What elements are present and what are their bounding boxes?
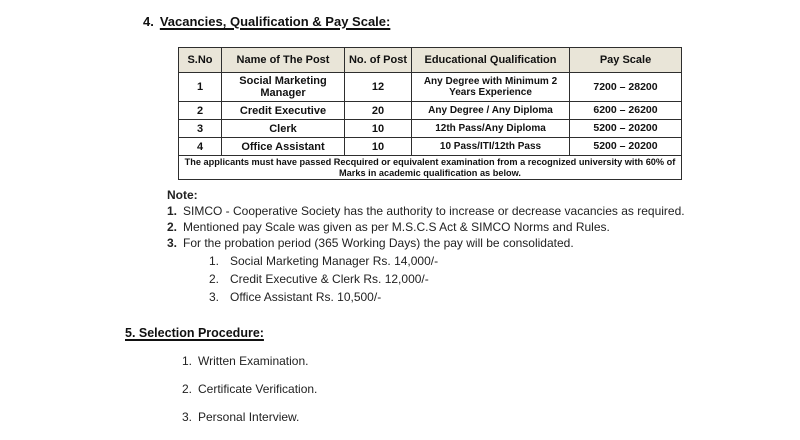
cell-sno: 4 (179, 138, 222, 156)
cell-sno: 2 (179, 102, 222, 120)
cell-post: Clerk (222, 120, 345, 138)
procedure-item-number: 2. (182, 382, 193, 396)
pay-list-item (209, 252, 438, 270)
col-header-sno: S.No (179, 48, 222, 73)
table-header-row (179, 48, 682, 73)
table-row (179, 120, 682, 138)
cell-pay-scale: 5200 – 20200 (570, 138, 682, 156)
procedure-item (182, 383, 317, 396)
cell-post: Credit Executive (222, 102, 345, 120)
col-header-qualification: Educational Qualification (412, 48, 570, 73)
note-item-text: SIMCO - Cooperative Society has the authority to increase or decrease vacancies as required. (183, 204, 685, 218)
col-header-post-name: Name of The Post (222, 48, 345, 73)
note-item-number: 1. (167, 204, 178, 218)
cell-qualification: Any Degree / Any Diploma (412, 102, 570, 120)
procedure-item-text: Written Examination. (198, 354, 309, 368)
section-4-title: Vacancies, Qualification & Pay Scale: (159, 14, 391, 29)
procedure-item-number: 1. (182, 354, 193, 368)
cell-sno: 1 (179, 73, 222, 102)
table-footer-row (179, 156, 682, 180)
pay-item-text: Credit Executive & Clerk Rs. 12,000/- (230, 272, 429, 286)
pay-item-number: 2. (209, 272, 220, 286)
note-section (167, 187, 685, 251)
note-item-number: 3. (167, 236, 178, 250)
procedure-item (182, 355, 317, 368)
cell-count: 10 (345, 138, 412, 156)
cell-count: 10 (345, 120, 412, 138)
cell-qualification: 12th Pass/Any Diploma (412, 120, 570, 138)
note-label: Note: (167, 188, 198, 202)
pay-item-number: 1. (209, 254, 220, 268)
table-row (179, 138, 682, 156)
cell-sno: 3 (179, 120, 222, 138)
procedure-item-number: 3. (182, 410, 193, 424)
note-item (167, 203, 685, 219)
table-row (179, 102, 682, 120)
procedure-item (182, 411, 317, 424)
note-item (167, 219, 685, 235)
pay-item-number: 3. (209, 290, 220, 304)
note-item (167, 235, 685, 251)
procedure-item-text: Personal Interview. (198, 410, 300, 424)
pay-list-item (209, 270, 438, 288)
table-row (179, 73, 682, 102)
pay-item-text: Social Marketing Manager Rs. 14,000/- (230, 254, 439, 268)
pay-list-item (209, 288, 438, 306)
cell-pay-scale: 6200 – 26200 (570, 102, 682, 120)
cell-pay-scale: 7200 – 28200 (570, 73, 682, 102)
note-item-text: Mentioned pay Scale was given as per M.S.C.S Act & SIMCO Norms and Rules. (183, 220, 610, 234)
section-5-heading: 5. Selection Procedure: (125, 326, 264, 340)
cell-count: 12 (345, 73, 412, 102)
cell-pay-scale: 5200 – 20200 (570, 120, 682, 138)
cell-post: Office Assistant (222, 138, 345, 156)
note-item-number: 2. (167, 220, 178, 234)
cell-qualification: 10 Pass/ITI/12th Pass (412, 138, 570, 156)
cell-post: Social Marketing Manager (222, 73, 345, 102)
section-4-heading (143, 14, 390, 29)
note-item-text: For the probation period (365 Working Days) the pay will be consolidated. (183, 236, 574, 250)
pay-item-text: Office Assistant Rs. 10,500/- (230, 290, 382, 304)
cell-qualification: Any Degree with Minimum 2 Years Experience (412, 73, 570, 102)
procedure-item-text: Certificate Verification. (198, 382, 318, 396)
vacancy-table (178, 47, 682, 180)
table-footer-note: The applicants must have passed Recquired or equivalent examination from a recognized university with 60% of Marks in academic qualification as below. (179, 156, 682, 180)
selection-procedure-list (182, 355, 317, 439)
consolidated-pay-list (209, 252, 438, 306)
cell-count: 20 (345, 102, 412, 120)
col-header-post-count: No. of Post (345, 48, 412, 73)
col-header-pay-scale: Pay Scale (570, 48, 682, 73)
section-4-number: 4. (143, 14, 154, 29)
